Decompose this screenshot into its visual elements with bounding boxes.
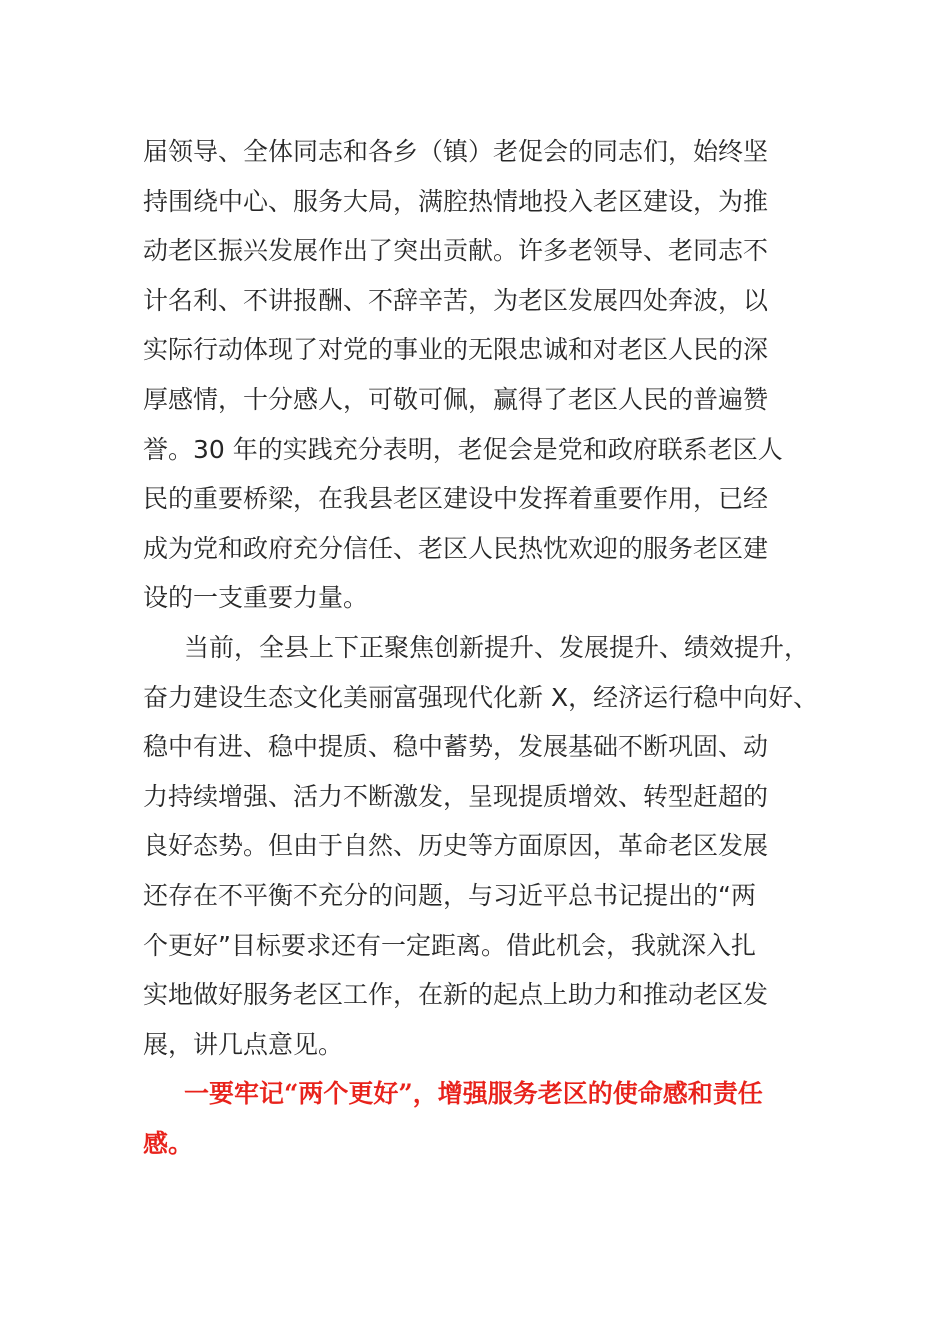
paragraph-2-line: 展，讲几点意见。 (143, 1029, 344, 1059)
paragraph-1-line: 誉。30 年的实践充分表明，老促会是党和政府联系老区人 (143, 434, 783, 464)
paragraph-2-line: 当前，全县上下正聚焦创新提升、发展提升、绩效提升， (184, 632, 810, 662)
section-heading-line: 感。 (143, 1128, 194, 1158)
document-body (143, 127, 833, 1168)
paragraph-1-line: 实际行动体现了对党的事业的无限忠诚和对老区人民的深 (143, 335, 769, 365)
paragraph-1 (143, 127, 833, 623)
paragraph-2-line: 还存在不平衡不充分的问题，与习近平总书记提出的“两 (143, 880, 756, 910)
paragraph-2-line: 个更好”目标要求还有一定距离。借此机会，我就深入扎 (143, 930, 756, 960)
paragraph-1-line: 成为党和政府充分信任、老区人民热忱欢迎的服务老区建 (143, 533, 769, 563)
paragraph-1-line: 持围绕中心、服务大局，满腔热情地投入老区建设，为推 (143, 186, 769, 216)
paragraph-2-line: 奋力建设生态文化美丽富强现代化新 X，经济运行稳中向好、 (143, 682, 819, 712)
section-heading-line: 一要牢记“两个更好”，增强服务老区的使命感和责任 (184, 1079, 763, 1109)
paragraph-1-line: 厚感情，十分感人，可敬可佩，赢得了老区人民的普遍赞 (143, 384, 769, 414)
paragraph-2 (143, 623, 833, 1069)
paragraph-1-line: 计名利、不讲报酬、不辞辛苦，为老区发展四处奔波，以 (143, 285, 769, 315)
section-heading-1 (143, 1069, 833, 1168)
paragraph-2-line: 稳中有进、稳中提质、稳中蓄势，发展基础不断巩固、动 (143, 732, 769, 762)
paragraph-1-line: 动老区振兴发展作出了突出贡献。许多老领导、老同志不 (143, 236, 769, 266)
paragraph-2-line: 良好态势。但由于自然、历史等方面原因，革命老区发展 (143, 831, 769, 861)
paragraph-2-line: 实地做好服务老区工作，在新的起点上助力和推动老区发 (143, 980, 769, 1010)
paragraph-1-line: 届领导、全体同志和各乡（镇）老促会的同志们，始终坚 (143, 137, 769, 166)
paragraph-1-line: 民的重要桥梁，在我县老区建设中发挥着重要作用，已经 (143, 484, 769, 514)
paragraph-2-line: 力持续增强、活力不断激发，呈现提质增效、转型赶超的 (143, 781, 769, 811)
paragraph-1-line: 设的一支重要力量。 (143, 583, 369, 613)
